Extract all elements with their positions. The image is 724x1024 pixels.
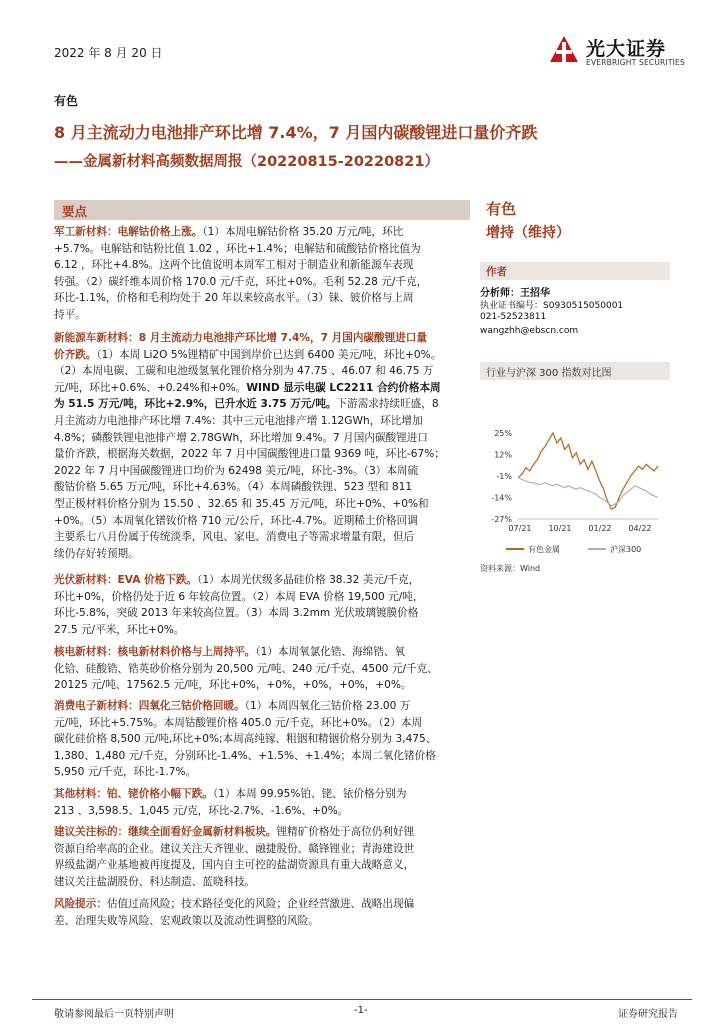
legend-label-1: 沪深300 xyxy=(610,545,642,554)
section-header xyxy=(54,200,470,220)
text-line: （1）本周 99.95%铂、铑、铱价格分别为 xyxy=(212,788,407,800)
text-line: 量价齐跌，根据海关数据，2022 年 7 月中国碳酸锂进口量 9369 吨，环比-67%； xyxy=(54,448,445,461)
paragraph-head: 其他材料：铂、铑价格小幅下跌。 xyxy=(54,788,213,800)
author-title: 作者 xyxy=(486,266,507,278)
paragraph-military xyxy=(54,224,472,324)
text-line: 27.5 元/平米，环比+0%。 xyxy=(54,623,185,636)
paragraph-head: 新能源车新材料：8 月主流动力电池排产环比增 7.4%，7 月国内碳酸锂进口量 xyxy=(54,332,427,344)
text-line: 4.8%；磷酸铁锂电池排产增 2.78GWh，环比增加 9.4%。7 月国内碳酸锂进口 xyxy=(54,431,428,444)
paragraph-nuclear xyxy=(54,644,472,694)
x-tick-label: 04/22 xyxy=(628,524,652,533)
text-line: 元/吨，环比+5.75%。本周钴酸锂价格 405.0 元/千克，环比+0%。（2）本周 xyxy=(54,716,423,729)
series-line-0 xyxy=(518,433,658,509)
text-line: 环比-1.1%，价格和毛利均处于 20 年以来较高水平。（3）铼、铍价格与上周 xyxy=(54,292,414,305)
text-line: 2022 年 7 月中国碳酸锂进口均价为 62498 美元/吨，环比-3%。（3）本周硫 xyxy=(54,464,419,477)
logo-mark-icon xyxy=(546,32,582,68)
wind-highlight-cont: 为 51.5 万元/吨，环比+2.9%，已升水近 3.75 万元/吨。 xyxy=(54,398,337,411)
text-line: 月主流动力电池排产环比增 7.4%：其中三元电池排产增 1.12GWh，环比增加 xyxy=(54,414,423,427)
paragraph-recommendation xyxy=(54,824,472,890)
text-line: （1）本周四氧化三钴价格 23.00 万 xyxy=(244,700,411,712)
paragraph-other xyxy=(54,786,472,819)
text-line: 续仍存好转预期。 xyxy=(54,547,139,560)
text-line: 差、治理失败等风险、宏观政策以及流动性调整的风险。 xyxy=(54,914,319,927)
logo-name: 光大证券 xyxy=(586,38,667,60)
text-line: 1,380、1,480 元/千克，分别环比-1.4%、+1.5%、+1.4%；本周二氧化锗价格 xyxy=(54,749,436,762)
y-tick-label: -1% xyxy=(496,472,512,481)
text-line: 5,950 元/千克，环比-1.7%。 xyxy=(54,766,197,779)
text-line: +0%。（5）本周氧化镨钕价格 710 元/公斤，环比-4.7%。近期稀土价格回调 xyxy=(54,514,418,527)
paragraph-head-cont: 价齐跌。 xyxy=(54,348,97,361)
paragraph-new-energy xyxy=(54,330,472,562)
text-line: 主要系七八月份属于传统淡季，风电、家电、消费电子等需求增量有限，但后 xyxy=(54,531,415,544)
index-comparison-chart xyxy=(480,425,670,560)
paragraph-risk xyxy=(54,896,472,929)
text-line: 建议关注盐湖股份、科达制造、蓝晓科技。 xyxy=(54,875,256,888)
text-line: 213 、3,598.5、1,045 元/克，环比-2.7%、-1.6%、+0%。 xyxy=(54,804,349,817)
paragraph-consumer-electronics xyxy=(54,698,472,781)
text-line: （1）本周电解钴价格 35.20 万元/吨，环比 xyxy=(202,226,404,238)
footer-label: 证券研究报告 xyxy=(618,1009,678,1020)
paragraph-head: 军工新材料：电解钴价格上涨。 xyxy=(54,226,203,238)
text-line: 持平。 xyxy=(54,308,86,321)
industry-tag: 有色 xyxy=(54,94,79,108)
paragraph-head: 光伏新材料：EVA 价格下跌。 xyxy=(54,574,198,586)
report-title: 8 月主流动力电池排产环比增 7.4%，7 月国内碳酸锂进口量价齐跌 xyxy=(54,123,538,142)
y-tick-label: -27% xyxy=(491,515,512,524)
page-number: -1- xyxy=(354,1005,368,1016)
x-tick-label: 10/21 xyxy=(548,524,572,533)
phone-number: 021-52523811 xyxy=(480,312,547,322)
text-line: 界级盐湖产业基地被再度提及，国内自主可控的盐湖资源具有重大战略意义， xyxy=(54,859,415,872)
sidebar-industry: 有色 xyxy=(486,200,517,218)
text-line: （1）本周光伏级多晶硅价格 38.32 美元/千克， xyxy=(197,574,420,586)
footer-disclaimer: 敬请参阅最后一页特别声明 xyxy=(54,1009,174,1020)
text-line: 碳化硅价格 8,500 元/吨,环比+0%;本周高纯镓、粗铟和精铟价格分别为 3,475、 xyxy=(54,733,437,746)
paragraph-head: 消费电子新材料：四氧化三钴价格回暖。 xyxy=(54,700,245,712)
text-line: （2）本周电碳、工碳和电池级氢氧化锂价格分别为 47.75 、46.07 和 46.75 万 xyxy=(54,365,434,378)
y-tick-label: 25% xyxy=(494,429,512,438)
text-line: 化铪、硅酸锆、锆英砂价格分别为 20,500 元/吨、240 元/千克、4500 元/千克、 xyxy=(54,662,438,675)
text-line: 估值过高风险；技术路径变化的风险；企业经营激进、战略出现偏 xyxy=(106,898,415,910)
license-number: 执业证书编号：S0930515050001 xyxy=(480,301,624,311)
rating-label: 增持（维持） xyxy=(486,225,570,241)
text-line: 下游需求持续旺盛，8 xyxy=(336,398,439,411)
author-header xyxy=(480,262,670,280)
analyst-name: 分析师：王招华 xyxy=(480,288,550,299)
chart-title: 行业与沪深 300 指数对比图 xyxy=(486,368,612,379)
company-logo xyxy=(546,32,696,72)
wind-highlight: WIND 显示电碳 LC2211 合约价格本周 xyxy=(246,381,441,394)
text-line: （1）本周 Li2O 5%锂精矿中国到岸价已达到 6400 美元/吨，环比+0%。 xyxy=(96,348,442,361)
report-date: 2022 年 8 月 20 日 xyxy=(54,46,163,60)
text-line: 6.12 ，环比+4.8%。这两个比值说明本周军工相对于制造业和新能源车表现 xyxy=(54,259,414,272)
email-address[interactable]: wangzhh@ebscn.com xyxy=(480,326,579,336)
x-tick-label: 07/21 xyxy=(508,524,532,533)
section-title: 要点 xyxy=(62,204,88,219)
text-line: 型正极材料价格分别为 15.50 、32.65 和 35.45 万元/吨，环比+0%、+0%和 xyxy=(54,497,429,510)
y-tick-label: -14% xyxy=(491,493,512,503)
paragraph-pv xyxy=(54,572,472,638)
paragraph-head: 建议关注标的：继续全面看好金属新材料板块。 xyxy=(54,826,277,838)
text-line: 20125 元/吨、17562.5 元/吨，环比+0%，+0%，+0%，+0%，+0%。 xyxy=(54,679,412,692)
text-line: 环比-5.8%，突破 2013 年来较高位置。（3）本周 3.2mm 光伏玻璃镀膜价格 xyxy=(54,607,419,620)
series-line-1 xyxy=(518,478,658,506)
y-tick-label: 12% xyxy=(494,450,512,460)
paragraph-head: 风险提示： xyxy=(54,898,107,910)
text-line: 锂精矿价格处于高位仍利好锂 xyxy=(276,826,415,838)
chart-source: 资料来源：Wind xyxy=(480,564,541,573)
text-line: 元/吨，环比+0.6%、+0.24%和+0%。 xyxy=(54,381,247,394)
logo-subtitle: EVERBRIGHT SECURITIES xyxy=(586,58,685,67)
text-line: +5.7%。电解钴和钴粉比值 1.02 ，环比+1.4%；电解钴和硫酸钴价格比值为 xyxy=(54,242,421,255)
text-line: 酸钴价格 5.65 万元/吨，环比+4.63%。（4）本周磷酸铁锂、523 型和 811 xyxy=(54,481,413,494)
paragraph-head: 核电新材料：核电新材料价格与上周持平。 xyxy=(54,646,256,658)
text-line: 转强。（2）碳纤维本周价格 170.0 元/千克，环比+0%。毛利 52.28 元/千克， xyxy=(54,275,428,288)
chart-header xyxy=(480,362,670,380)
report-subtitle: ——金属新材料高频数据周报（20220815-20220821） xyxy=(54,154,439,170)
legend-label-0: 有色金属 xyxy=(528,545,560,554)
footer-divider xyxy=(32,999,692,1000)
text-line: 环比+0%，价格仍处于近 6 年较高位置。（2）本周 EVA 价格 19,500 元/吨， xyxy=(54,590,424,603)
x-tick-label: 01/22 xyxy=(588,524,612,533)
text-line: （1）本周氧氯化锆、海绵锆、氧 xyxy=(255,646,406,658)
text-line: 资源自给率高的企业。建议关注天齐锂业、融捷股份、赣锋锂业；青海建设世 xyxy=(54,842,415,855)
